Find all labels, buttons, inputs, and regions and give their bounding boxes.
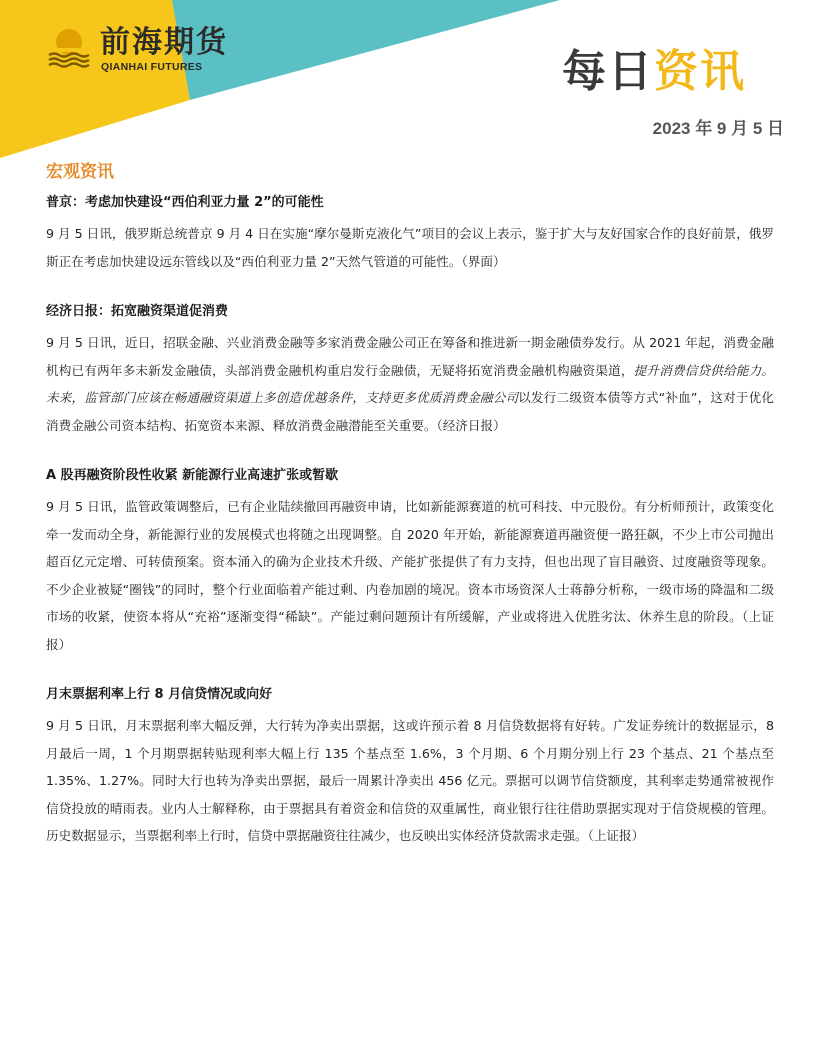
article-body-part1: 9 月 5 日讯，近日，招联金融、兴业消费金融等多家消费金融公司正在筹备和推进新一期金融债券发行。从 2021 年起，消费金融机构已有两年多未新发金融债，头部消费金融机构重启发行金融债，无疑将拓宽消费金融机构融资渠道， [46,335,774,378]
article-2 [46,301,774,439]
logo-english-name: QIANHAI FUTURES [101,61,203,73]
article-body-part2: 以发行二级资本债等方式“补血”，这对于优化消费金融公司资本结构、拓宽资本来源、释放消费金融潜能至关重要。（经济日报） [46,390,774,433]
report-date: 2023 年 9 月 5 日 [652,119,784,138]
article-body [46,329,774,439]
article-4 [46,684,774,850]
article-1 [46,192,774,275]
article-body: 9 月 5 日讯，监管政策调整后，已有企业陆续撤回再融资申请，比如新能源赛道的杭可科技、中元股份。有分析师预计，政策变化牵一发而动全身，新能源行业的发展模式也将随之出现调整。自 2020 年开始，新能源赛道再融资便一路狂飙，不少上市公司抛出超百亿元定增、可转债预案。资本涌入的确为企业技术升级、产能扩张提供了有力支持，但也出现了盲目融资、过度融资等现象。不少企业被疑“圈钱”的同时，整个行业面临着产能过剩、内卷加剧的境况。资本市场资深人士蒋静分析称，一级市场的降温和二级市场的收紧，使资本将从“充裕”逐渐变得“稀缺”。产能过剩问题预计有所缓解，产业或将进入优胜劣汰、休养生息的阶段。（上证报） [46,499,774,652]
section-title: 宏观资讯 [46,162,114,182]
page-title-part2: 资讯 [654,46,746,97]
article-body: 9 月 5 日讯，月末票据利率大幅反弹，大行转为净卖出票据，这或许预示着 8 月信贷数据将有好转。广发证券统计的数据显示，8 月最后一周，1 个月期票据转贴现利率大幅上行 135 个基点至 1.6%，3 个月期、6 个月期分别上行 23 个基点、21 个基点至 1.35%、1.27%。同时大行也转为净卖出票据，最后一周累计净卖出 456 亿元。票据可以调节信贷额度，其利率走势通常被视作信贷投放的晴雨表。业内人士解释称，由于票据具有着资金和信贷的双重属性，商业银行往往借助票据实现对于信贷规模的管理。历史数据显示，当票据利率上行时，信贷中票据融资往往减少，也反映出实体经济贷款需求走强。（上证报） [46,718,774,843]
article-title: A 股再融资阶段性收紧 新能源行业高速扩张或暂歇 [46,468,339,483]
article-title: 普京：考虑加快建设“西伯利亚力量 2”的可能性 [46,195,324,210]
article-title: 经济日报：拓宽融资渠道促消费 [46,304,229,319]
qianhai-logo-icon [46,26,92,72]
article-3 [46,465,774,658]
article-title: 月末票据利率上行 8 月信贷情况或向好 [46,687,273,702]
logo-chinese-name: 前海期货 [100,25,228,60]
article-body: 9 月 5 日讯，俄罗斯总统普京 9 月 4 日在实施“摩尔曼斯克液化气”项目的会议上表示，鉴于扩大与友好国家合作的良好前景，俄罗斯正在考虑加快建设远东管线以及“西伯利亚力量 2”天然气管道的可能性。（界面） [46,226,774,269]
page-title [562,46,746,98]
article-body-italic: 提升消费信贷供给能力。未来，监管部门应该在畅通融资渠道上多创造优越条件，支持更多优质消费金融公司 [46,362,775,405]
company-logo [46,26,246,82]
main-content [46,160,774,876]
page-title-part1: 每日 [562,46,654,97]
